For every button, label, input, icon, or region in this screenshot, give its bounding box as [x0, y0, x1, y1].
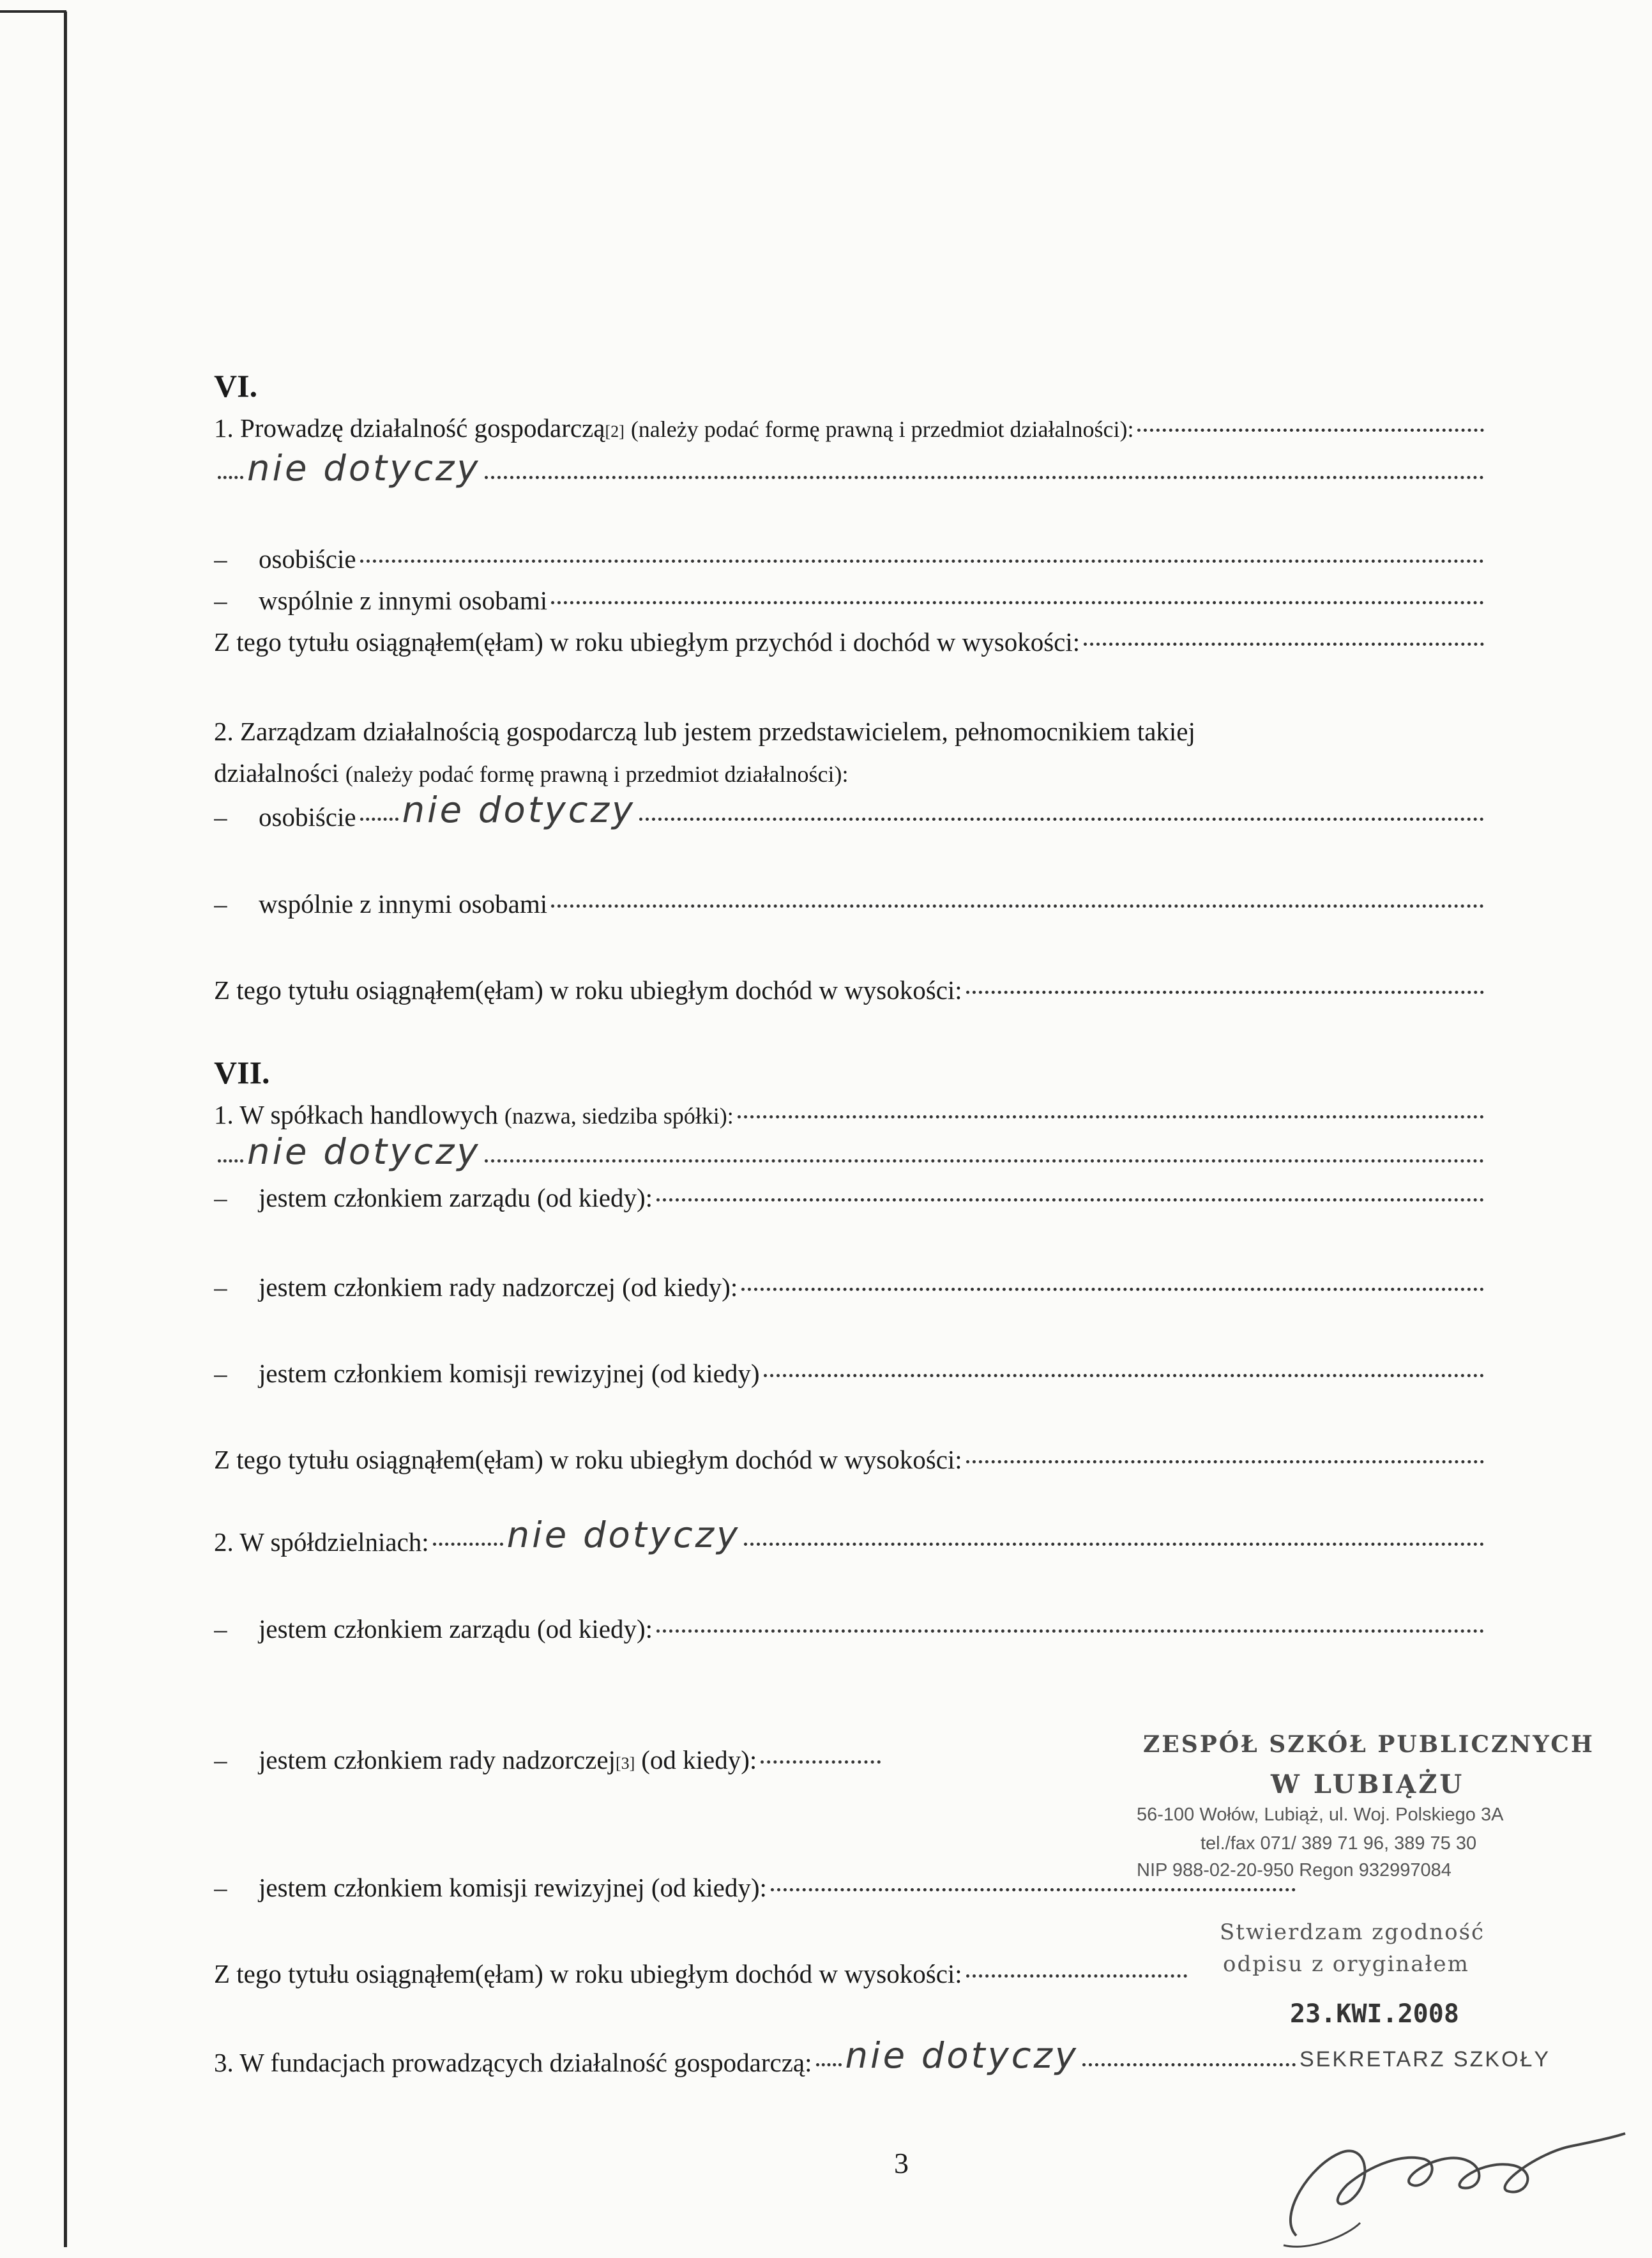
blank-dotted-line [271, 1830, 1133, 1868]
vi-osobiscie-label: osobiście [259, 544, 356, 574]
handwritten-answer: nie dotyczy [402, 795, 636, 831]
vii-item2-line: 2. W spółdzielniach: nie dotyczy [214, 1520, 1488, 1559]
handwritten-answer: nie dotyczy [247, 454, 481, 489]
blank-dotted-line [214, 495, 1488, 533]
vii-rada-line: – jestem członkiem rady nadzorczej (od kiedy): [214, 1268, 1488, 1306]
vii-item2-rada-line: – jestem członkiem rady nadzorczej [3] (od kiedy): [214, 1741, 884, 1779]
vi-income1-line [214, 623, 1488, 661]
school-stamp-phone: tel./fax 071/ 389 71 96, 389 75 30 [1201, 1833, 1477, 1854]
vi-item2-line1: 2. Zarządzam działalnością gospodarczą lub jestem przedstawicielem, pełnomocnikiem takiej [214, 717, 1195, 746]
vii-item1-line: 1. W spółkach handlowych (nazwa, siedziba spółki): [214, 1095, 1488, 1134]
vii-item2-zarzad-line: – jestem członkiem zarządu (od kiedy): [214, 1610, 1488, 1648]
scan-border-left [64, 11, 67, 2247]
blank-dotted-line [214, 284, 1488, 323]
vi-item1-instruction: (należy podać formę prawną i przedmiot działalności): [630, 416, 1134, 442]
blank-dotted-line [271, 1399, 1488, 1437]
blank-dotted-line [214, 329, 1488, 367]
vi-wspolnie-label: wspólnie z innymi osobami [259, 586, 548, 615]
vi-osobiscie-line: – osobiście [214, 540, 1488, 578]
vi-wspolnie-line: – wspólnie z innymi osobami [214, 581, 1488, 620]
vii-komisja-line: – jestem członkiem komisji rewizyjnej (od kiedy) [214, 1354, 1488, 1392]
vii-item1-answer-line [214, 1137, 1488, 1175]
school-stamp-nip: NIP 988-02-20-950 Regon 932997084 [1137, 1860, 1451, 1880]
scan-border-top [0, 10, 66, 13]
vi-item1-text: 1. Prowadzę działalność gospodarczą [214, 413, 605, 443]
blank-dotted-line [271, 1785, 1095, 1824]
vi-item2-line2: działalności (należy podać formę prawną i przedmiot działalności): [214, 758, 849, 788]
blank-dotted-line [271, 1913, 1204, 1951]
page-number: 3 [894, 2147, 909, 2179]
school-stamp-address: 56-100 Wołów, Lubiąż, ul. Woj. Polskiego 3A [1137, 1804, 1504, 1825]
blank-dotted-line [214, 150, 1488, 188]
vi-item1-answer-line [214, 454, 1488, 492]
vii-item2-komisja-line: – jestem członkiem komisji rewizyjnej (od kiedy): [214, 1868, 1300, 1907]
vi-item1-line: 1. Prowadzę działalność gospodarczą [2] (należy podać formę prawną i przedmiot działalności): [214, 409, 1488, 447]
blank-dotted-line [214, 667, 1488, 706]
signature-icon [1271, 2108, 1628, 2255]
handwritten-answer: nie dotyczy [845, 2041, 1079, 2077]
handwritten-answer: nie dotyczy [506, 1520, 741, 1556]
blank-dotted-line [271, 929, 1488, 968]
vi-item2-osobiscie-line: – osobiście nie dotyczy [214, 795, 1488, 834]
vii-item3-line: 3. W fundacjach prowadzących działalność gospodarczą: nie dotyczy [214, 2041, 1300, 2079]
school-stamp-name: ZESPÓŁ SZKÓŁ PUBLICZNYCH [1143, 1731, 1595, 1758]
blank-dotted-line [214, 1999, 1274, 2038]
blank-dotted-line [214, 240, 1488, 278]
blank-dotted-line [214, 1016, 1488, 1054]
vii-income1-line: Z tego tytułu osiągnąłem(ęłam) w roku ubiegłym dochód w wysokości: [214, 1440, 1488, 1479]
vii-income2-line: Z tego tytułu osiągnąłem(ęłam) w roku ubiegłym dochód w wysokości: [214, 1955, 1191, 1993]
certification-line2: odpisu z oryginałem [1223, 1951, 1469, 1977]
blank-dotted-line [271, 1654, 1488, 1693]
certification-line1: Stwierdzam zgodność [1220, 1919, 1485, 1945]
blank-dotted-line [214, 195, 1488, 233]
blank-dotted-line [271, 840, 1488, 878]
blank-dotted-line [214, 1568, 1488, 1606]
vii-zarzad-line: – jestem członkiem zarządu (od kiedy): [214, 1179, 1488, 1217]
certification-date: 23.KWI.2008 [1290, 1999, 1459, 2029]
vi-income1-label: Z tego tytułu osiągnąłem(ęłam) w roku ubiegłym przychód i dochód w wysokości: [214, 627, 1080, 657]
section-vi-heading: VI. [214, 368, 258, 404]
vi-income2-line: Z tego tytułu osiągnąłem(ęłam) w roku ubiegłym dochód w wysokości: [214, 971, 1488, 1009]
section-vii-heading: VII. [214, 1055, 270, 1090]
certification-role: SEKRETARZ SZKOŁY [1300, 2047, 1551, 2071]
school-stamp-location: W LUBIĄŻU [1271, 1769, 1465, 1799]
vi-item2-wspolnie-line: – wspólnie z innymi osobami [214, 885, 1488, 923]
blank-dotted-line [271, 1313, 1488, 1351]
handwritten-answer: nie dotyczy [247, 1137, 481, 1173]
blank-dotted-line [271, 1223, 1488, 1262]
